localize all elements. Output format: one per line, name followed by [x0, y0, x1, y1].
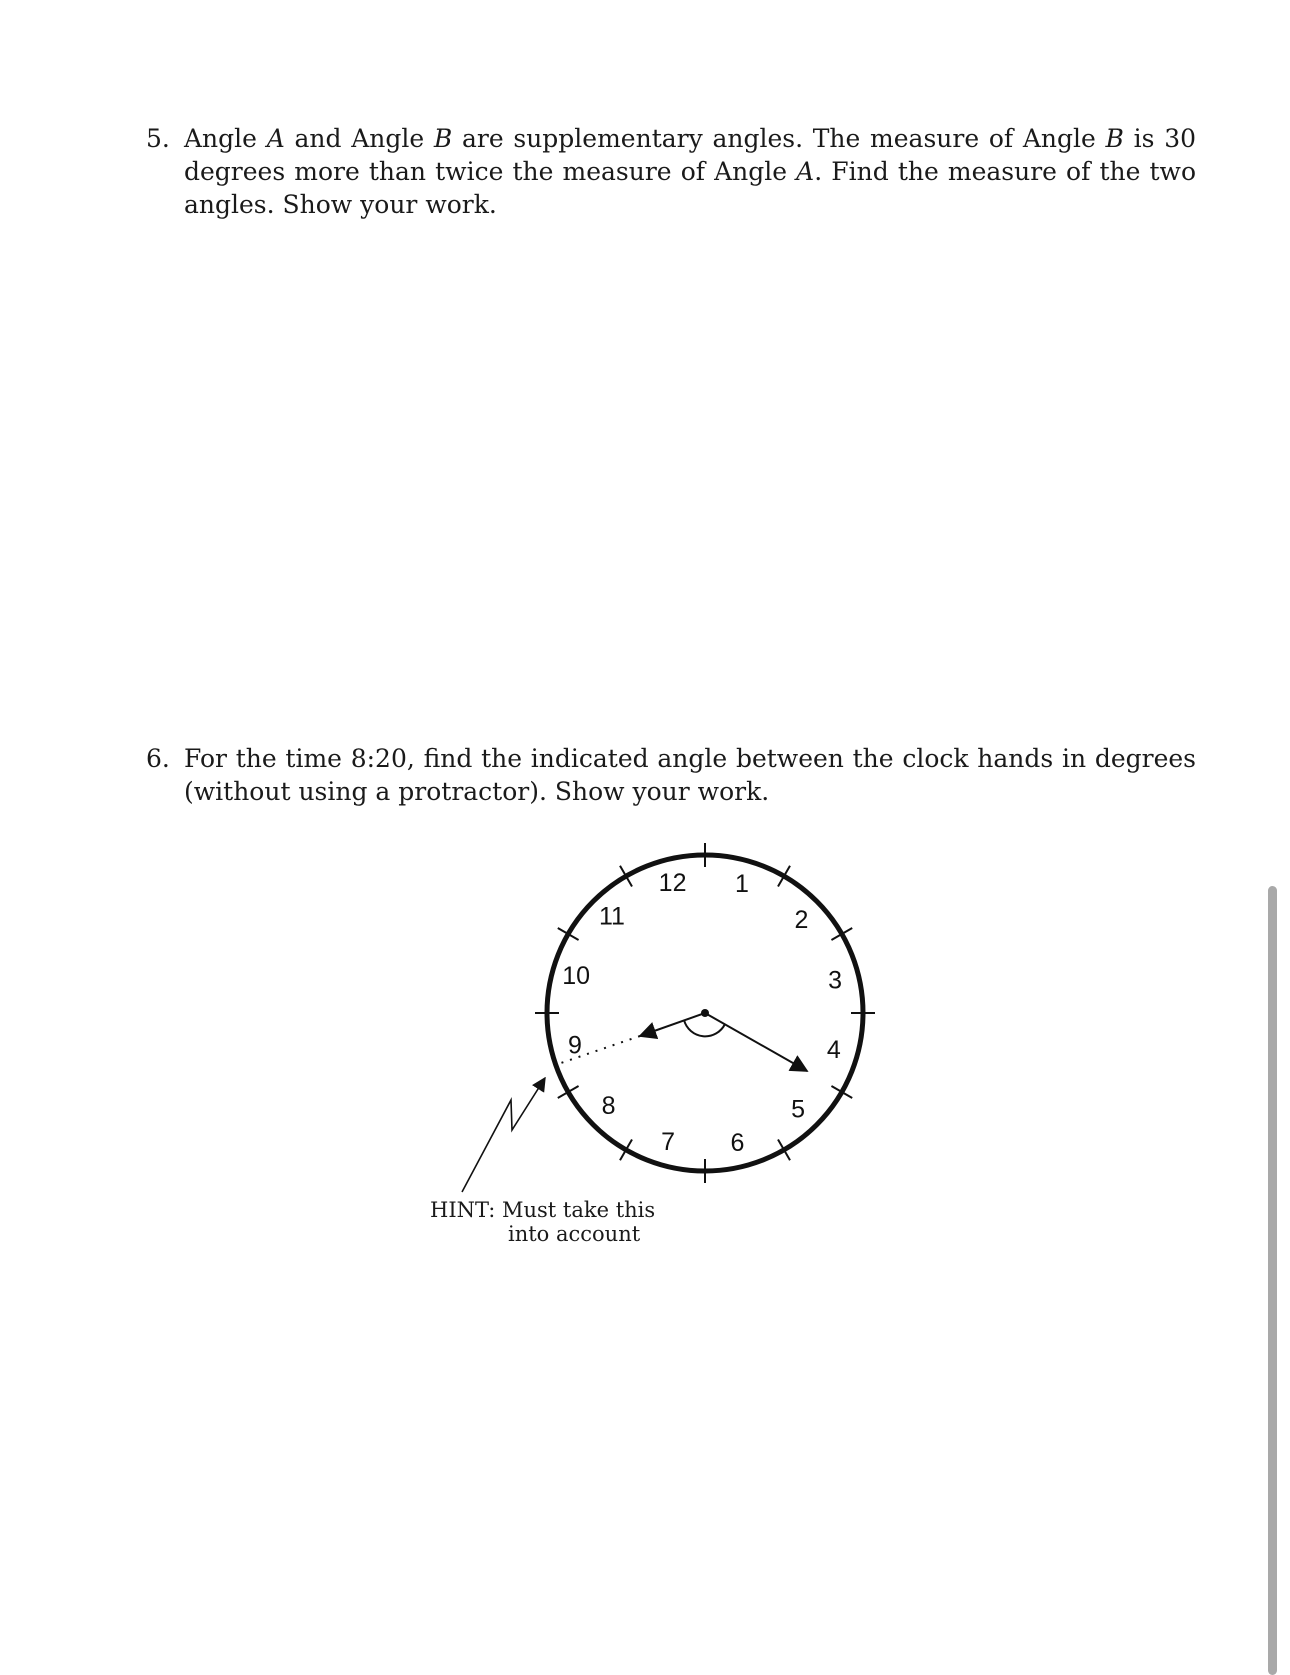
problem-5-number: 5.	[146, 124, 170, 153]
clock-number: 5	[791, 1095, 806, 1124]
clock-number: 3	[828, 966, 842, 995]
hour-hand	[640, 1013, 705, 1036]
problem-6-text: For the time 8:20, find the indicated angle between the clock hands in degrees (without using a protractor). Show your work.	[184, 744, 1196, 806]
hint-line-1: HINT: Must take this	[430, 1198, 656, 1222]
clock-number: 4	[826, 1035, 841, 1064]
hint-line-2: into account	[508, 1222, 641, 1246]
minute-hand	[705, 1013, 807, 1071]
clock-number: 1	[734, 870, 749, 899]
problem-6-number: 6.	[146, 744, 170, 773]
clock-number: 12	[658, 868, 687, 897]
hint-label	[430, 1198, 655, 1246]
clock-number: 11	[598, 902, 625, 931]
clock-number: 2	[794, 905, 809, 934]
hint-arrow	[462, 1078, 545, 1192]
clock-number: 8	[601, 1092, 616, 1121]
clock-number: 9	[568, 1031, 582, 1060]
clock-number: 7	[661, 1127, 676, 1156]
clock-number: 10	[562, 962, 591, 991]
problem-5-text: Angle A and Angle B are supplementary angles. The measure of Angle B is 30 degrees more than twice the measure of Angle A. Find the measure of the two angles. Show your work.	[184, 124, 1197, 219]
clock-number: 6	[730, 1129, 745, 1158]
angle-arc	[684, 1020, 725, 1036]
scrollbar[interactable]	[1268, 886, 1277, 1675]
